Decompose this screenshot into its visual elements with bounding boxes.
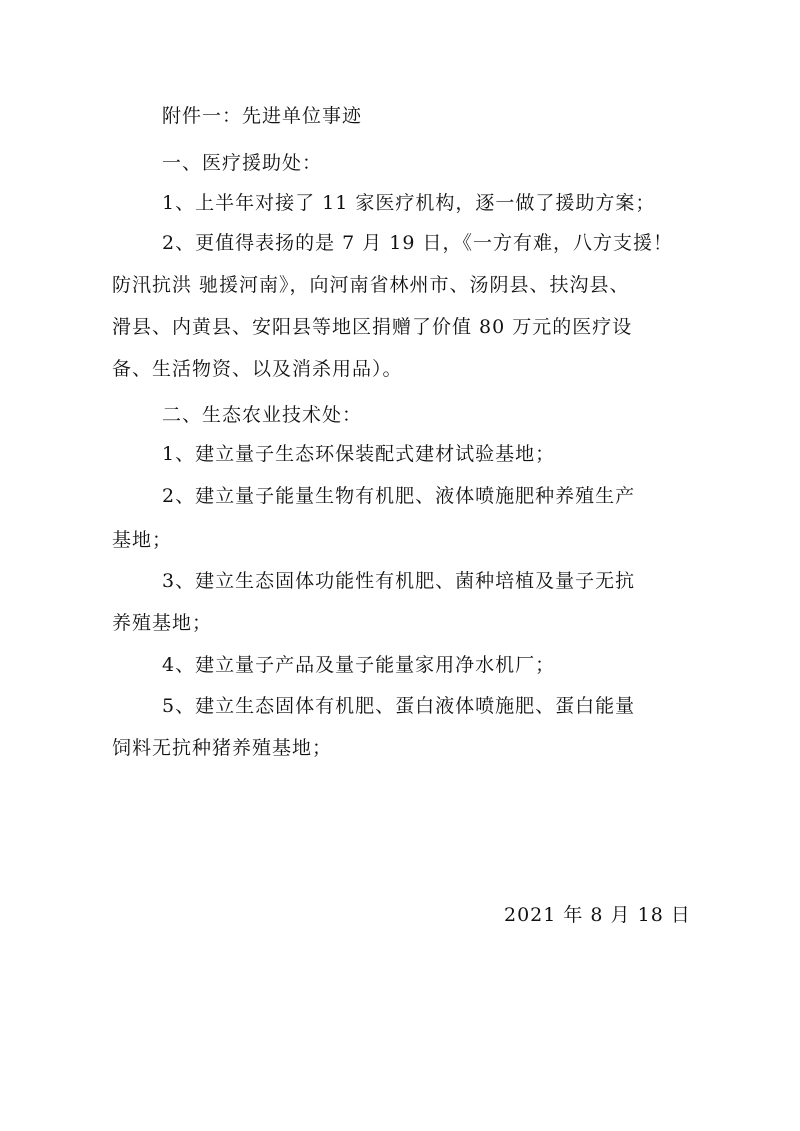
eco-agriculture-item-3-line-2: 养殖基地； [112,612,213,634]
document-date: 2021 年 8 月 18 日 [504,904,691,926]
medical-aid-item-2-line-3: 滑县、内黄县、安阳县等地区捐赠了价值 80 万元的医疗设 [112,316,633,338]
medical-aid-item-2-line-4: 备、生活物资、以及消杀用品）。 [112,358,403,380]
eco-agriculture-item-2-line-1: 2、建立量子能量生物有机肥、液体喷施肥种养殖生产 [162,485,636,507]
section-heading-medical-aid: 一、医疗援助处： [162,152,323,174]
eco-agriculture-item-1: 1、建立量子生态环保装配式建材试验基地； [162,443,556,465]
medical-aid-item-2-line-1: 2、更值得表扬的是 7 月 19 日，《一方有难，八方支援！ [162,232,674,254]
section-heading-eco-agriculture: 二、生态农业技术处： [162,404,363,426]
medical-aid-item-1: 1、上半年对接了 11 家医疗机构，逐一做了援助方案； [162,192,656,214]
eco-agriculture-item-3-line-1: 3、建立生态固体功能性有机肥、菌种培植及量子无抗 [162,570,636,592]
eco-agriculture-item-5-line-2: 饲料无抗种猪养殖基地； [112,737,333,759]
eco-agriculture-item-2-line-2: 基地； [112,529,173,551]
attachment-title: 附件一：先进单位事迹 [162,105,363,127]
medical-aid-item-2-line-2: 防汛抗洪 驰援河南》，向河南省林州市、汤阴县、扶沟县、 [112,274,630,296]
eco-agriculture-item-5-line-1: 5、建立生态固体有机肥、蛋白液体喷施肥、蛋白能量 [162,695,636,717]
eco-agriculture-item-4: 4、建立量子产品及量子能量家用净水机厂； [162,654,556,676]
